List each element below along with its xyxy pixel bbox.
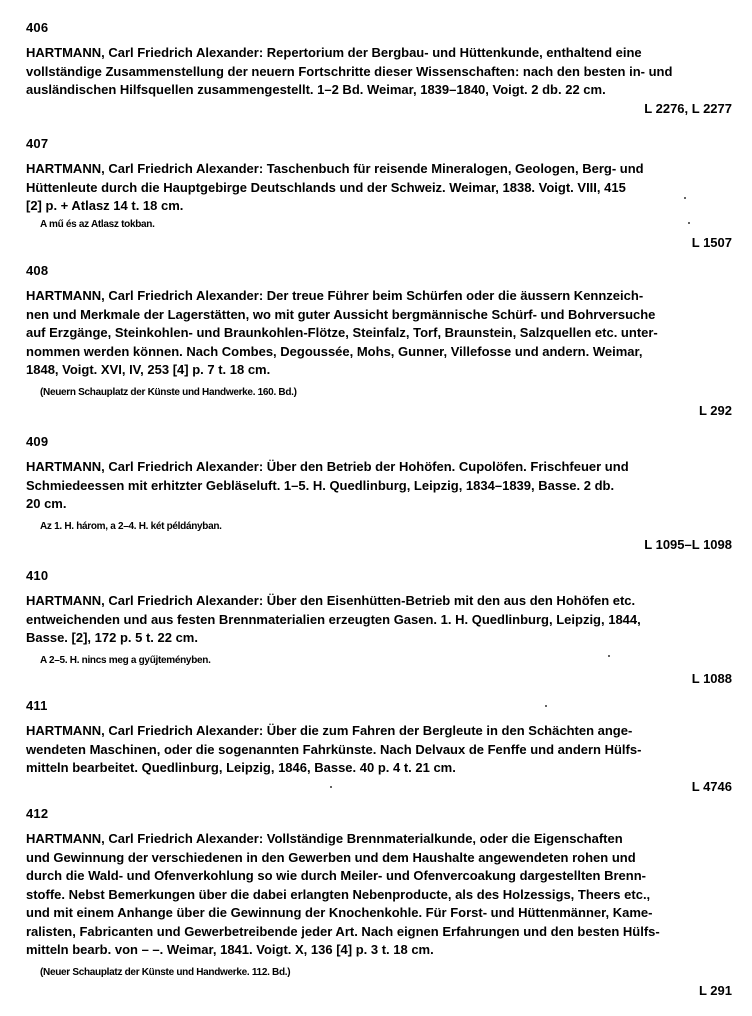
entry-text-line: HARTMANN, Carl Friedrich Alexander: Über die zum Fahren der Bergleute in den Schächten ange- <box>26 723 633 738</box>
scan-speck <box>608 655 610 657</box>
entry-text-line: vollständige Zusammenstellung der neuern Fortschritte dieser Wissenschaften: nach den besten in- und <box>26 63 673 79</box>
entry-text-line: Hüttenleute durch die Hauptgebirge Deutschlands und der Schweiz. Weimar, 1838. Voigt. VIII, 415 <box>26 179 626 195</box>
entry-text-line: HARTMANN, Carl Friedrich Alexander: Taschenbuch für reisende Mineralogen, Geologen, Berg- und <box>26 161 644 176</box>
entry-note: (Neuern Schauplatz der Künste und Handwerke. 160. Bd.) <box>40 386 297 398</box>
entry-text-line: ralisten, Fabricanten und Gewerbetreibende jeder Art. Nach eignen Erfahrungen und den besten Hülfs- <box>26 923 660 939</box>
entry-note: A 2–5. H. nincs meg a gyűjteményben. <box>40 654 211 666</box>
entry-text-line: auf Erzgänge, Steinkohlen- und Braunkohlen-Flötze, Steinfalz, Torf, Braunstein, Salzquellen etc. unter- <box>26 325 658 340</box>
entry-number: 408 <box>26 263 49 278</box>
scan-speck <box>688 222 690 224</box>
scan-speck <box>684 197 686 199</box>
entry-call-number: L 1095–L 1098 <box>644 537 732 552</box>
catalog-entry-412 <box>26 806 732 1001</box>
entry-call-number: L 1088 <box>691 671 732 686</box>
entry-text-line: nommen werden können. Nach Combes, Degoussée, Mohs, Gunner, Villefosse und andern. Weimar, <box>26 343 643 359</box>
entry-text-line: [2] p. + Atlasz 14 t. 18 cm. <box>26 198 184 213</box>
entry-call-number: L 292 <box>698 403 732 418</box>
entry-text-line: wendeten Maschinen, oder die sogenannten Fahrkünste. Nach Delvaux de Fenffe und andern Hülfs- <box>26 741 642 757</box>
entry-number: 406 <box>26 20 49 35</box>
entry-text-line: ausländischen Hilfsquellen zusammengestellt. 1–2 Bd. Weimar, 1839–1840, Voigt. 2 db. 22 cm. <box>26 82 606 97</box>
entry-number: 412 <box>26 806 49 821</box>
entry-text-line: nen und Merkmale der Lagerstätten, wo mit guter Aussicht bergmännische Schürf- und Bohrversuche <box>26 306 656 322</box>
entry-text-line: Basse. [2], 172 p. 5 t. 22 cm. <box>26 630 198 645</box>
entry-text-line: Schmiedeessen mit erhitzter Gebläseluft. 1–5. H. Quedlinburg, Leipzig, 1834–1839, Basse. 2 db. <box>26 477 615 493</box>
entry-note: Az 1. H. három, a 2–4. H. két példányban. <box>40 520 222 532</box>
catalog-entry-411 <box>26 698 732 796</box>
entry-text-line: und mit einem Anhange über die Gewinnung der Knochenkohle. Für Forst- und Hüttenmänner, Kame- <box>26 905 653 920</box>
entry-text-line: HARTMANN, Carl Friedrich Alexander: Über den Eisenhütten-Betrieb mit den aus den Hohöfen etc. <box>26 593 636 608</box>
entry-note: (Neuer Schauplatz der Künste und Handwerke. 112. Bd.) <box>40 966 291 978</box>
catalog-entry-409 <box>26 434 732 555</box>
entry-text-line: 20 cm. <box>26 496 67 511</box>
entry-number: 407 <box>26 136 49 151</box>
catalog-entry-408 <box>26 263 732 421</box>
entry-text-line: HARTMANN, Carl Friedrich Alexander: Über den Betrieb der Hohöfen. Cupolöfen. Frischfeuer und <box>26 459 629 474</box>
entry-call-number: L 2276, L 2277 <box>644 100 732 116</box>
entry-call-number: L 291 <box>698 983 732 998</box>
entry-number: 409 <box>26 434 49 449</box>
entry-note: A mű és az Atlasz tokban. <box>40 218 155 230</box>
entry-text-line: und Gewinnung der verschiedenen in den Gewerben und dem Haushalte angewendeten rohen und <box>26 849 636 865</box>
entry-call-number: L 4746 <box>691 778 732 794</box>
entry-text-line: HARTMANN, Carl Friedrich Alexander: Der treue Führer beim Schürfen oder die äussern Kennzeich- <box>26 288 644 303</box>
entry-text-line: mitteln bearbeitet. Quedlinburg, Leipzig, 1846, Basse. 40 p. 4 t. 21 cm. <box>26 760 456 775</box>
catalog-entry-406 <box>26 20 732 118</box>
entry-text-line: entweichenden und aus festen Brennmaterialien erzeugten Gasen. 1. H. Quedlinburg, Leipzig, 1844, <box>26 611 641 627</box>
entry-text-line: durch die Wald- und Ofenverkohlung so wie durch Meiler- und Ofenvercoakung dargestellten Brenn- <box>26 868 646 883</box>
scan-speck <box>330 786 332 788</box>
entry-text-line: mitteln bearb. von – –. Weimar, 1841. Voigt. X, 136 [4] p. 3 t. 18 cm. <box>26 942 434 957</box>
entry-text-line: stoffe. Nebst Bemerkungen über die dabei erlangten Nebenproducte, als des Holzessigs, Theers etc., <box>26 886 651 902</box>
catalog-entry-410 <box>26 568 732 689</box>
catalog-entry-407 <box>26 136 732 253</box>
entry-call-number: L 1507 <box>691 235 732 250</box>
entry-text-line: HARTMANN, Carl Friedrich Alexander: Vollständige Brennmaterialkunde, oder die Eigenschaften <box>26 831 623 846</box>
entry-number: 410 <box>26 568 49 583</box>
entry-text-line: HARTMANN, Carl Friedrich Alexander: Repertorium der Bergbau- und Hüttenkunde, enthaltend eine <box>26 45 642 60</box>
entry-number: 411 <box>26 698 48 713</box>
scan-speck <box>545 705 547 707</box>
entry-text-line: 1848, Voigt. XVI, IV, 253 [4] p. 7 t. 18 cm. <box>26 362 271 377</box>
